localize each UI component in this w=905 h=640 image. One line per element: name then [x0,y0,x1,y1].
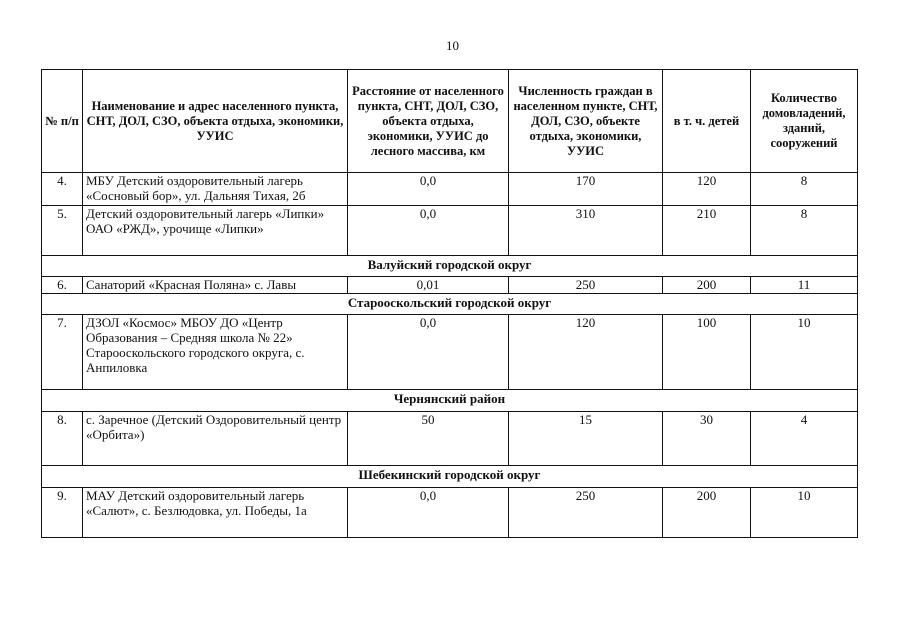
row-population: 120 [509,315,663,390]
row-children: 200 [663,488,751,538]
page-number: 10 [446,38,459,53]
row-buildings: 11 [751,277,858,294]
row-num: 7. [42,315,83,390]
section-title: Шебекинский городской округ [42,466,858,488]
header-children: в т. ч. детей [663,70,751,173]
section-row [42,466,858,488]
row-name: Санаторий «Красная Поляна» с. Лавы [83,277,348,294]
table-row [42,206,858,256]
row-children: 210 [663,206,751,256]
table-row [42,412,858,466]
row-distance: 0,0 [348,488,509,538]
data-table [41,69,858,538]
table-row [42,277,858,294]
row-distance: 0,0 [348,315,509,390]
row-children: 200 [663,277,751,294]
row-children: 120 [663,173,751,206]
row-name: МБУ Детский оздоровительный лагерь «Сосновый бор», ул. Дальняя Тихая, 2б [83,173,348,206]
row-num: 9. [42,488,83,538]
table-row [42,488,858,538]
header-num: № п/п [42,70,83,173]
header-buildings: Количество домовладений, зданий, сооружений [751,70,858,173]
section-title: Валуйский городской округ [42,256,858,277]
table-row [42,315,858,390]
section-title: Старооскольский городской округ [42,294,858,315]
row-children: 30 [663,412,751,466]
section-title: Чернянский район [42,390,858,412]
row-buildings: 10 [751,315,858,390]
row-buildings: 8 [751,206,858,256]
row-population: 170 [509,173,663,206]
row-name: МАУ Детский оздоровительный лагерь «Салют», с. Безлюдовка, ул. Победы, 1а [83,488,348,538]
row-buildings: 8 [751,173,858,206]
section-row [42,390,858,412]
header-population: Численность граждан в населенном пункте, СНТ, ДОЛ, СЗО, объекте отдыха, экономики, УУИС [509,70,663,173]
row-name: с. Заречное (Детский Оздоровительный центр «Орбита») [83,412,348,466]
row-num: 5. [42,206,83,256]
row-buildings: 10 [751,488,858,538]
header-row [42,70,858,173]
row-distance: 0,0 [348,173,509,206]
table-row [42,173,858,206]
row-name: ДЗОЛ «Космос» МБОУ ДО «Центр Образования – Средняя школа № 22» Старооскольского городского округа, с. Анпиловка [83,315,348,390]
row-distance: 50 [348,412,509,466]
row-children: 100 [663,315,751,390]
row-distance: 0,01 [348,277,509,294]
row-buildings: 4 [751,412,858,466]
row-name: Детский оздоровительный лагерь «Липки» ОАО «РЖД», урочище «Липки» [83,206,348,256]
row-num: 6. [42,277,83,294]
row-distance: 0,0 [348,206,509,256]
row-population: 15 [509,412,663,466]
row-population: 250 [509,277,663,294]
section-row [42,256,858,277]
row-population: 250 [509,488,663,538]
header-distance: Расстояние от населенного пункта, СНТ, ДОЛ, СЗО, объекта отдыха, экономики, УУИС до лесного массива, км [348,70,509,173]
row-num: 4. [42,173,83,206]
section-row [42,294,858,315]
row-population: 310 [509,206,663,256]
row-num: 8. [42,412,83,466]
header-name: Наименование и адрес населенного пункта, СНТ, ДОЛ, СЗО, объекта отдыха, экономики, УУИС [83,70,348,173]
